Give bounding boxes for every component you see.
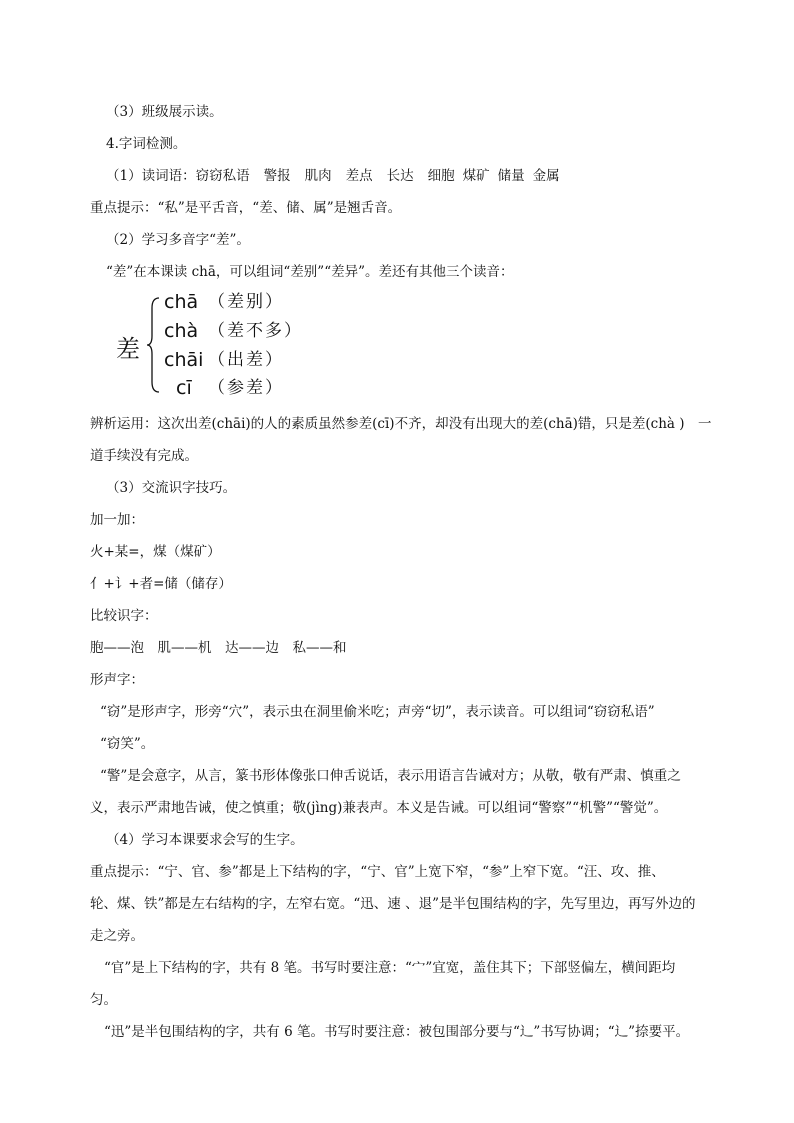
word-item: 警报 — [263, 168, 291, 184]
line-usage-analysis: 辨析运用：这次出差(chāi)的人的素质虽然参差(cī)不齐，却没有出现大的差(chā)错，只是差(chà ) 一 — [90, 416, 712, 432]
line-cha-intro: “差”在本课读 chā，可以组词“差别”“差异”。差还有其他三个读音： — [106, 264, 514, 280]
polyphone-char: 差 — [116, 335, 140, 363]
line-key-tip-pronunciation: 重点提示：“私”是平舌音，“差、储、属”是翘舌音。 — [90, 200, 402, 216]
word-item: 窃窃私语 — [195, 168, 250, 184]
line-class-reading: （3）班级展示读。 — [106, 104, 223, 120]
reading-word: （差不多） — [208, 321, 303, 341]
reading-pinyin: cī — [176, 377, 192, 399]
line-qie-explanation: “窃”是形声字，形旁“穴”，表示虫在洞里偷米吃；声旁“切”，表示读音。可以组词“窃窃私语” — [100, 704, 655, 720]
line-add-method: 加一加： — [90, 512, 144, 528]
line-structure-tip-1: 重点提示：“宁、官、参”都是上下结构的字，“宁、官”上宽下窄，“参”上窄下宽。“汪、攻、推、 — [90, 864, 665, 880]
reading-pinyin: chā — [164, 291, 199, 313]
reading-row — [164, 346, 284, 374]
word-item: 长达 — [386, 168, 414, 184]
word-item: 差点 — [345, 168, 373, 184]
line-guan-writing-cont: 匀。 — [90, 992, 117, 1008]
line-read-words — [106, 166, 560, 186]
line-jing-explanation: “警”是会意字，从言，篆书形体像张口伸舌说话，表示用语言告诫对方；从敬，敬有严肃、慎重之 — [100, 768, 681, 784]
reading-row — [164, 317, 303, 345]
reading-row — [164, 288, 284, 316]
reading-word: （差别） — [208, 292, 284, 312]
word-item: 细胞 — [427, 168, 455, 184]
line-word-test-heading: 4.字词检测。 — [106, 136, 187, 152]
line-compare-examples: 胞——泡 肌——机 达——边 私——和 — [90, 640, 347, 656]
line-xun-writing: “迅”是半包围结构的字，共有 6 笔。书写时要注意：被包围部分要与“辶”书写协调；“辶”捺要平。 — [104, 1024, 690, 1040]
line-add-example-1: 火+某=，煤（煤矿） — [90, 544, 221, 560]
reading-pinyin: chà — [164, 320, 199, 342]
line-literacy-skills-heading: （3）交流识字技巧。 — [106, 480, 237, 496]
line-guan-writing: “官”是上下结构的字，共有 8 笔。书写时要注意：“宀”宜宽，盖住其下；下部竖偏左，横间距均 — [104, 960, 676, 976]
reading-word: （参差） — [208, 378, 284, 398]
line-structure-tip-2: 轮、煤、铁”都是左右结构的字，左窄右宽。“迅、速 、退”是半包围结构的字，先写里边，再写外边的 — [90, 896, 696, 912]
word-item: 储量 — [497, 168, 525, 184]
line-qie-explanation-cont: “窃笑”。 — [100, 736, 155, 752]
line-add-example-2: 亻+讠+者=储（储存） — [90, 576, 232, 592]
read-words-prefix: （1）读词语： — [106, 168, 196, 184]
line-polyphone-heading: （2）学习多音字“差”。 — [106, 232, 250, 248]
line-structure-tip-3: 走之旁。 — [90, 928, 144, 944]
reading-row — [164, 374, 284, 402]
word-item: 肌肉 — [304, 168, 332, 184]
line-compare-method: 比较识字： — [90, 608, 158, 624]
word-item: 煤矿 — [462, 168, 490, 184]
reading-word: （出差） — [208, 350, 284, 370]
line-writing-heading: （4）学习本课要求会写的生字。 — [106, 832, 304, 848]
brace-icon — [146, 296, 160, 394]
line-phonetic-method: 形声字： — [90, 672, 144, 688]
line-usage-analysis-cont: 道手续没有完成。 — [90, 448, 198, 464]
word-item: 金属 — [532, 168, 560, 184]
reading-pinyin: chāi — [164, 349, 204, 371]
line-jing-explanation-cont: 义，表示严肃地告诫，使之慎重；敬(jìng)兼表声。本义是告诫。可以组词“警察”“机警”“警觉”。 — [90, 800, 668, 816]
